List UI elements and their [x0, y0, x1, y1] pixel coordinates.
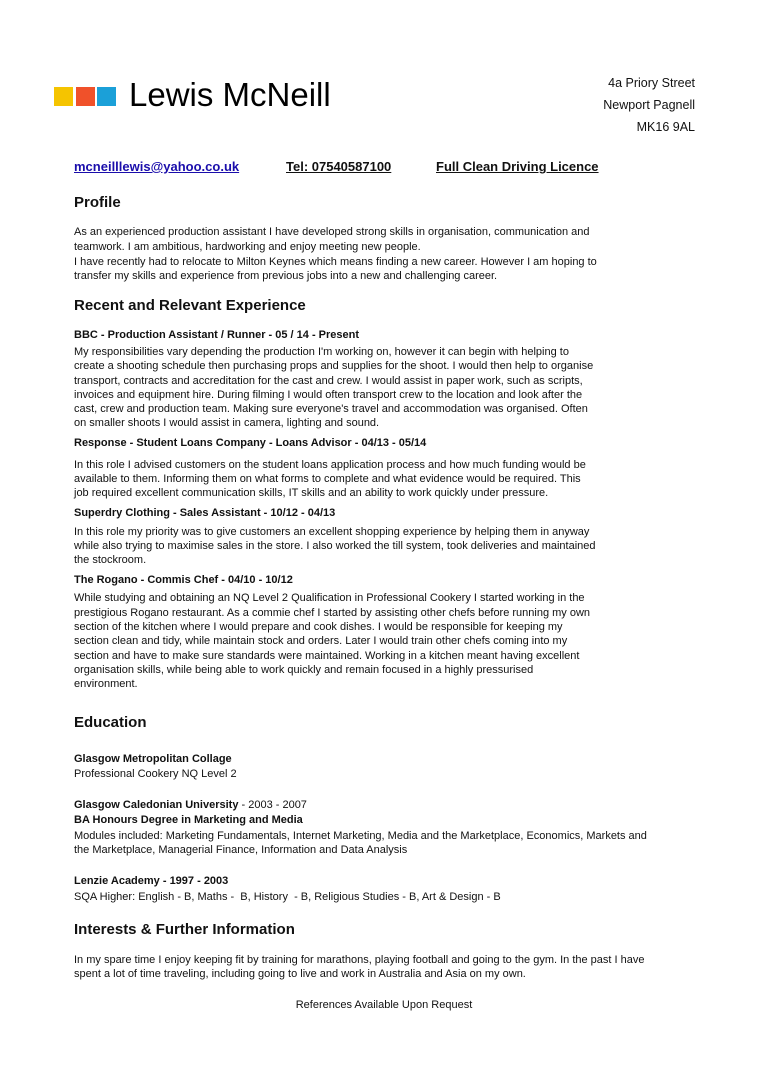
modules-text: the Marketplace, Managerial Finance, Information and Data Analysis — [74, 844, 408, 856]
profile-text: transfer my skills and experience from previous jobs into a new and challenging career. — [74, 270, 498, 282]
candidate-name: Lewis McNeill — [129, 76, 331, 113]
logo-square-red — [76, 87, 95, 106]
school-name: Glasgow Metropolitan Collage — [74, 753, 232, 765]
job-text: on smaller shoots I would assist in camera, lighting and sound. — [74, 417, 380, 429]
job-text: the stockroom. — [74, 554, 147, 566]
job-title: Superdry Clothing - Sales Assistant - 10/12 - 04/13 — [74, 507, 336, 519]
job-title: Response - Student Loans Company - Loans Advisor - 04/13 - 05/14 — [74, 437, 427, 449]
job-text: organisation skills, while being able to work quickly and remain focused in a highly pressurised — [74, 664, 534, 676]
job-text: environment. — [74, 678, 138, 690]
job-text: cast, crew and production team. Making sure everyone's travel and accommodation was organised. Often — [74, 403, 588, 415]
interests-text: In my spare time I enjoy keeping fit by training for marathons, playing football and going to the gym. In the past I have — [74, 954, 645, 966]
school-dates: - 2003 - 2007 — [238, 799, 307, 811]
address-line-3: MK16 9AL — [636, 120, 695, 134]
job-text: section of the kitchen where I would prepare and cook dishes. I would be responsible for keeping my — [74, 621, 563, 633]
school-grades: SQA Higher: English - B, Maths - B, History - B, Religious Studies - B, Art & Design - B — [74, 891, 501, 903]
logo-square-yellow — [54, 87, 73, 106]
job-title: BBC - Production Assistant / Runner - 05 / 14 - Present — [74, 329, 360, 341]
school-course: Professional Cookery NQ Level 2 — [74, 768, 237, 780]
school-row — [74, 798, 307, 812]
job-text: job required excellent communication skills, IT skills and an ability to work quickly under pressure. — [74, 487, 549, 499]
logo-square-blue — [97, 87, 116, 106]
profile-text: As an experienced production assistant I have developed strong skills in organisation, communication and — [74, 226, 590, 238]
job-text: section and have to make sure standards were maintained. Working in a kitchen meant having excellent — [74, 650, 580, 662]
job-text: create a shooting schedule then purchasing props and supplies for the shoot. I would then help to organise — [74, 360, 594, 372]
references-note: References Available Upon Request — [295, 999, 473, 1011]
profile-heading: Profile — [74, 194, 121, 211]
job-text: while also trying to maximise sales in the store. I also worked the till system, took deliveries and maintained — [74, 540, 596, 552]
email-link[interactable]: mcneilllewis@yahoo.co.uk — [74, 159, 240, 174]
school-name: Lenzie Academy - 1997 - 2003 — [74, 875, 229, 887]
job-title: The Rogano - Commis Chef - 04/10 - 10/12 — [74, 574, 293, 586]
job-text: invoices and equipment hire. During filming I would often transport crew to the location and look after the — [74, 389, 583, 401]
job-text: prestigious Rogano restaurant. As a commie chef I started by assisting other chefs before running my own — [74, 607, 591, 619]
address-line-1: 4a Priory Street — [608, 76, 695, 90]
job-text: transport, contracts and accreditation for the cast and crew. I would assist in paper work, such as scripts, — [74, 375, 583, 387]
address-line-2: Newport Pagnell — [603, 98, 695, 112]
job-text: My responsibilities vary depending the production I'm working on, however it can begin with helping to — [74, 346, 569, 358]
profile-text: teamwork. I am ambitious, hardworking and enjoy meeting new people. — [74, 241, 421, 253]
job-text: In this role my priority was to give customers an excellent shopping experience by helping them in anyway — [74, 526, 590, 538]
driving-licence: Full Clean Driving Licence — [436, 159, 599, 174]
experience-heading: Recent and Relevant Experience — [74, 297, 306, 314]
telephone: Tel: 07540587100 — [286, 159, 392, 174]
profile-text: I have recently had to relocate to Milton Keynes which means finding a new career. However I am hoping to — [74, 256, 597, 268]
degree: BA Honours Degree in Marketing and Media — [74, 814, 303, 826]
interests-heading: Interests & Further Information — [74, 921, 295, 938]
education-heading: Education — [74, 714, 147, 731]
school-name: Glasgow Caledonian University — [74, 799, 239, 811]
job-text: section clean and tidy, while maintain stock and orders. Later I would train other chefs coming into my — [74, 635, 568, 647]
interests-text: spent a lot of time traveling, including going to live and work in Australia and Asia on my own. — [74, 968, 526, 980]
job-text: available to them. Informing them on what forms to complete and what evidence would be required. This — [74, 473, 581, 485]
job-text: In this role I advised customers on the student loans application process and how much funding would be — [74, 459, 586, 471]
job-text: While studying and obtaining an NQ Level 2 Qualification in Professional Cookery I started working in the — [74, 592, 585, 604]
modules-text: Modules included: Marketing Fundamentals, Internet Marketing, Media and the Marketplace, Economics, Markets and — [74, 830, 647, 842]
